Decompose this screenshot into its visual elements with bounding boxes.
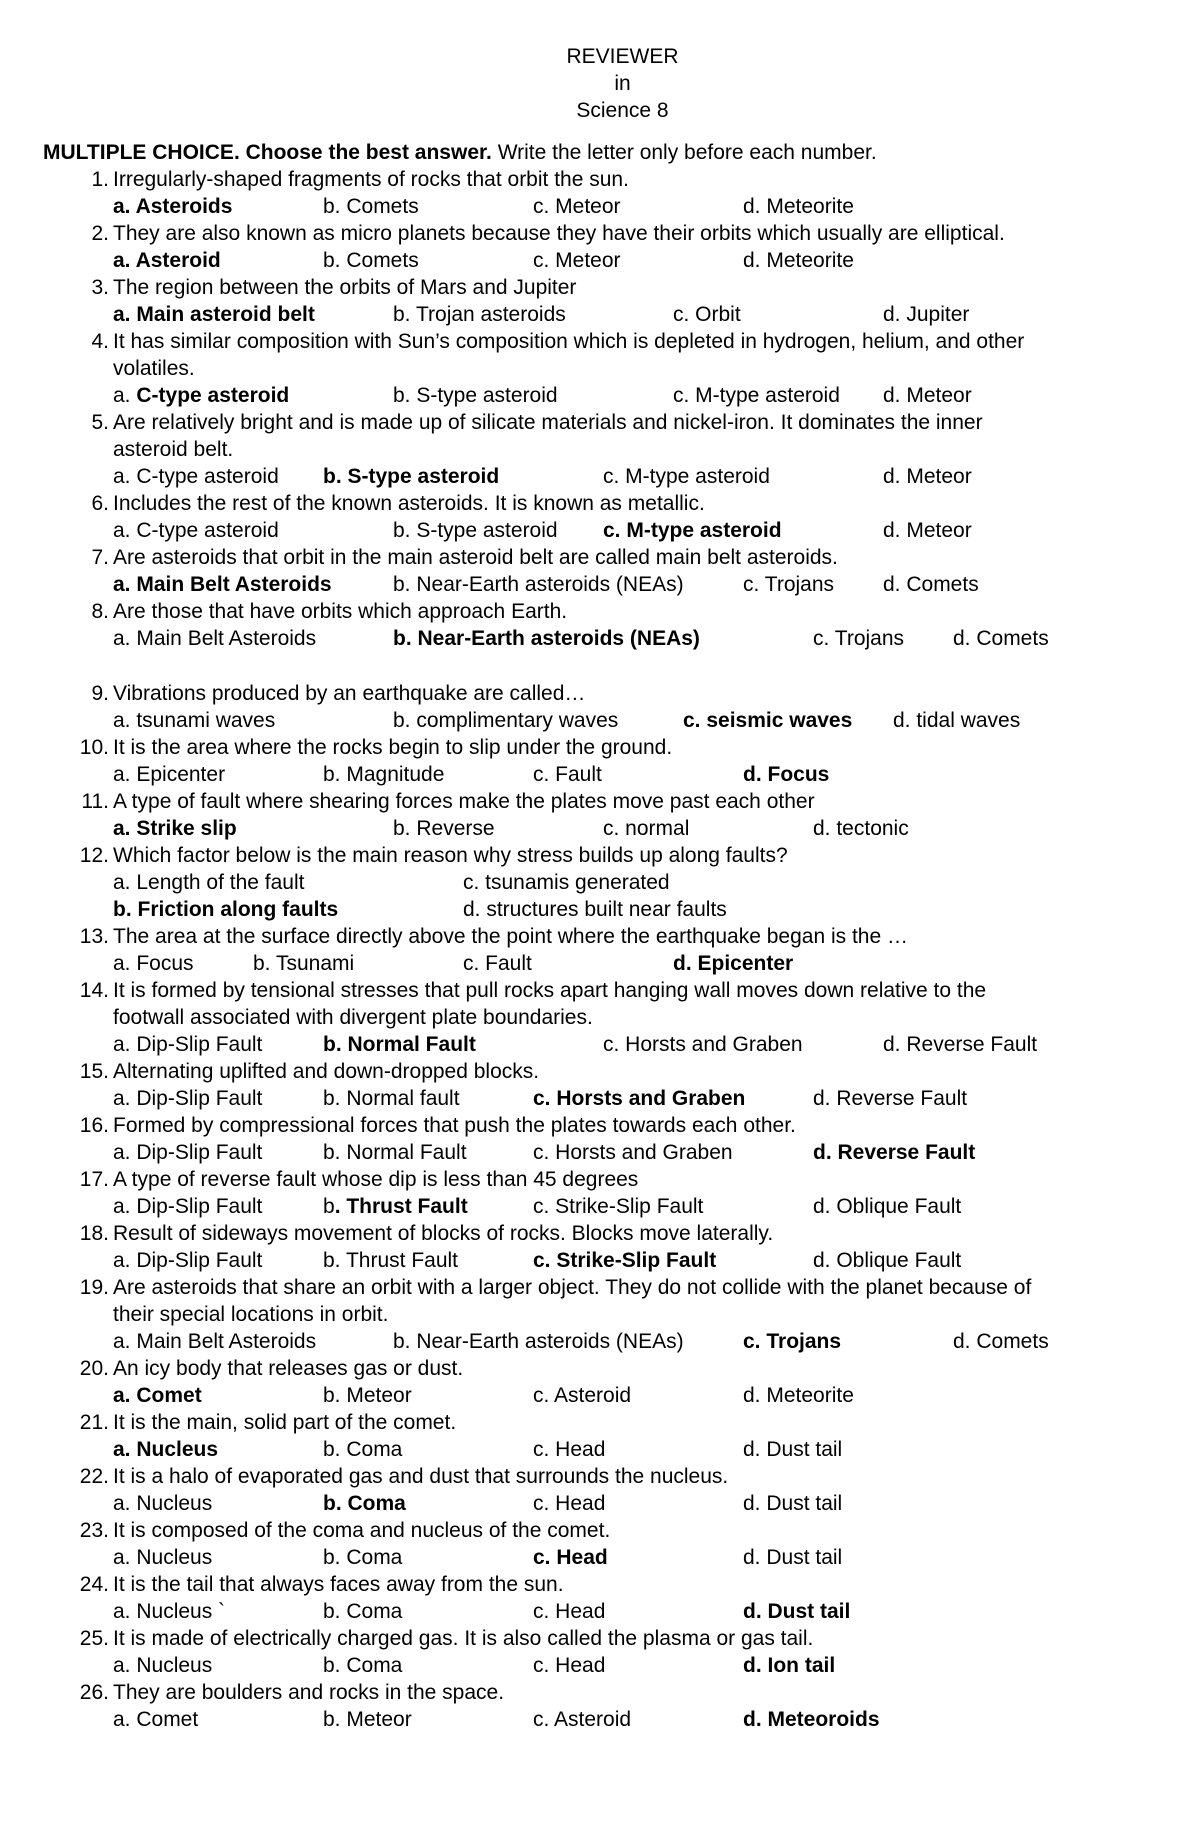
choice-option: a. Focus [113, 952, 194, 975]
question-line: Are asteroids that orbit in the main asteroid belt are called main belt asteroids. [113, 546, 838, 569]
choice-option: c. Head [533, 1654, 606, 1677]
choice-option: b. Coma [323, 1546, 403, 1569]
question-item [43, 1625, 1170, 1679]
choice-option: d. Meteor [883, 519, 972, 542]
choices-row [43, 1706, 1170, 1733]
question-line: The area at the surface directly above the point where the earthquake began is the … [113, 925, 908, 948]
question-text [43, 1112, 1170, 1139]
choice-option: a. Dip-Slip Fault [113, 1195, 263, 1218]
question-item [43, 1166, 1170, 1220]
question-line: The region between the orbits of Mars and Jupiter [113, 276, 577, 299]
title-line-1: REVIEWER [566, 45, 679, 68]
question-number: 7. [91, 546, 109, 569]
choice-correct: a. Strike slip [113, 817, 237, 840]
choice-correct: a. Nucleus [113, 1438, 219, 1461]
question-item [43, 328, 1170, 409]
choice-option: b. Thrust Fault [323, 1195, 468, 1218]
choice-option: a. Nucleus [113, 1654, 213, 1677]
question-text [43, 1409, 1170, 1436]
question-number: 11. [81, 790, 109, 813]
choices-row [43, 301, 1170, 328]
choice-correct: a. Comet [113, 1384, 202, 1407]
choice-correct: c. Strike-Slip Fault [533, 1249, 717, 1272]
choice-option: b. Thrust Fault [323, 1249, 459, 1272]
question-item [43, 544, 1170, 598]
question-number: 3. [91, 276, 109, 299]
choice-option: c. Trojans [813, 627, 905, 650]
question-number: 23. [79, 1519, 109, 1542]
choice-option: a. Dip-Slip Fault [113, 1141, 263, 1164]
choice-option: a. Main Belt Asteroids [113, 1330, 317, 1353]
question-item [43, 1517, 1170, 1571]
title-line-3: Science 8 [576, 99, 669, 122]
question-item [43, 409, 1170, 490]
question-text [43, 220, 1170, 247]
question-line: Are relatively bright and is made up of silicate materials and nickel-iron. It dominates the inner [113, 411, 983, 434]
choice-option: d. Meteorite [743, 1384, 854, 1407]
question-text [43, 544, 1170, 571]
choice-option: a. Epicenter [113, 763, 226, 786]
choice-correct: a. Asteroids [113, 195, 233, 218]
question-number: 16. [79, 1114, 109, 1137]
choice-option: d. tectonic [813, 817, 909, 840]
choices-row [43, 1085, 1170, 1112]
question-number: 9. [91, 682, 109, 705]
choice-option: c. Horsts and Graben [603, 1033, 803, 1056]
question-text [43, 842, 1170, 869]
question-line: It is composed of the coma and nucleus of the comet. [113, 1519, 611, 1542]
question-number: 26. [79, 1681, 109, 1704]
question-line: Vibrations produced by an earthquake are called… [113, 682, 586, 705]
choice-option: c. Head [533, 1438, 606, 1461]
choice-option: b. complimentary waves [393, 709, 619, 732]
question-line: It is the tail that always faces away from the sun. [113, 1573, 564, 1596]
choice-option: d. Meteor [883, 384, 972, 407]
choice-correct: b. S-type asteroid [323, 465, 500, 488]
section-gap [43, 652, 1170, 680]
choices-row [43, 1031, 1170, 1058]
choices-row [43, 571, 1170, 598]
choice-correct: c. Horsts and Graben [533, 1087, 746, 1110]
choice-correct: a. Main Belt Asteroids [113, 573, 332, 596]
question-text [43, 788, 1170, 815]
choices-row [43, 1247, 1170, 1274]
question-item [43, 1355, 1170, 1409]
choice-option: c. normal [603, 817, 690, 840]
choice-correct: c. seismic waves [683, 709, 853, 732]
question-line: It is the main, solid part of the comet. [113, 1411, 457, 1434]
question-text [43, 328, 1170, 355]
question-number: 4. [91, 330, 109, 353]
question-list [43, 166, 1170, 1733]
choice-option: b. Tsunami [253, 952, 355, 975]
choices-row [43, 1382, 1170, 1409]
choice-option: c. Head [533, 1600, 606, 1623]
question-text [43, 1004, 1170, 1031]
choices-row [43, 1652, 1170, 1679]
choices-row [43, 1193, 1170, 1220]
choice-correct: d. Ion tail [743, 1654, 836, 1677]
choice-option: d. Comets [883, 573, 979, 596]
question-item [43, 166, 1170, 220]
question-line: A type of reverse fault whose dip is less than 45 degrees [113, 1168, 639, 1191]
question-number: 18. [79, 1222, 109, 1245]
choice-option: c. Fault [463, 952, 532, 975]
choice-option: c. M-type asteroid [673, 384, 840, 407]
question-line: Result of sideways movement of blocks of rocks. Blocks move laterally. [113, 1222, 774, 1245]
question-text [43, 1301, 1170, 1328]
question-line: A type of fault where shearing forces make the plates move past each other [113, 790, 815, 813]
choice-option: b. Normal fault [323, 1087, 460, 1110]
choice-option: c. Trojans [743, 573, 835, 596]
choices-row [43, 247, 1170, 274]
question-text [43, 409, 1170, 436]
question-item [43, 274, 1170, 328]
question-number: 2. [91, 222, 109, 245]
choice-option: a. Nucleus ` [113, 1600, 226, 1623]
question-line: Are those that have orbits which approach Earth. [113, 600, 568, 623]
question-number: 19. [79, 1276, 109, 1299]
question-text [43, 1274, 1170, 1301]
question-item [43, 977, 1170, 1058]
question-item [43, 680, 1170, 734]
question-text [43, 436, 1170, 463]
choice-option: c. Orbit [673, 303, 741, 326]
choice-option: a. C-type asteroid [113, 384, 290, 407]
choice-option: c. Head [533, 1492, 606, 1515]
question-line: Which factor below is the main reason why stress builds up along faults? [113, 844, 788, 867]
question-text [43, 274, 1170, 301]
choice-correct: b. Normal Fault [323, 1033, 476, 1056]
choice-option: c. Asteroid [533, 1384, 632, 1407]
question-line: It is made of electrically charged gas. It is also called the plasma or gas tail. [113, 1627, 814, 1650]
choice-option: b. Comets [323, 195, 419, 218]
question-item [43, 788, 1170, 842]
choice-correct: d. Focus [743, 763, 830, 786]
question-number: 15. [79, 1060, 109, 1083]
choice-option: b. Trojan asteroids [393, 303, 566, 326]
question-line: An icy body that releases gas or dust. [113, 1357, 464, 1380]
choices-row [43, 950, 1170, 977]
choice-correct: b. Near-Earth asteroids (NEAs) [393, 627, 700, 650]
choice-option: b. Comets [323, 249, 419, 272]
choice-option: d. Dust tail [743, 1492, 843, 1515]
choice-correct: d. Meteoroids [743, 1708, 880, 1731]
instructions-bold: MULTIPLE CHOICE. Choose the best answer. [43, 141, 492, 164]
choice-option: a. tsunami waves [113, 709, 276, 732]
choice-option: b. Meteor [323, 1384, 412, 1407]
choice-option: d. Comets [953, 1330, 1049, 1353]
question-text [43, 355, 1170, 382]
choice-option: c. Asteroid [533, 1708, 632, 1731]
question-text [43, 734, 1170, 761]
question-number: 6. [91, 492, 109, 515]
choice-correct: c. M-type asteroid [603, 519, 782, 542]
question-text [43, 977, 1170, 1004]
choice-correct: c. Head [533, 1546, 608, 1569]
choice-correct: c. Trojans [743, 1330, 842, 1353]
question-text [43, 1220, 1170, 1247]
question-line: Irregularly-shaped fragments of rocks that orbit the sun. [113, 168, 629, 191]
choice-option: d. Dust tail [743, 1546, 843, 1569]
choices-row [43, 1436, 1170, 1463]
question-number: 21. [79, 1411, 109, 1434]
question-text [43, 1571, 1170, 1598]
choice-option: d. Meteorite [743, 249, 854, 272]
question-line: Alternating uplifted and down-dropped blocks. [113, 1060, 540, 1083]
question-number: 22. [79, 1465, 109, 1488]
question-text [43, 490, 1170, 517]
question-text [43, 923, 1170, 950]
choice-option: d. Oblique Fault [813, 1249, 962, 1272]
choice-option: c. Meteor [533, 195, 621, 218]
choice-option: c. M-type asteroid [603, 465, 770, 488]
question-line: volatiles. [113, 357, 195, 380]
question-number: 12. [79, 844, 109, 867]
choice-option: b. S-type asteroid [393, 384, 558, 407]
choices-row [43, 1598, 1170, 1625]
choices-row [43, 815, 1170, 842]
question-number: 5. [91, 411, 109, 434]
choice-option: c. Meteor [533, 249, 621, 272]
choice-correct: d. Reverse Fault [813, 1141, 976, 1164]
question-line: They are boulders and rocks in the space. [113, 1681, 505, 1704]
question-number: 10. [79, 736, 109, 759]
choice-option: c. Horsts and Graben [533, 1141, 733, 1164]
question-item [43, 490, 1170, 544]
choice-option: c. Fault [533, 763, 602, 786]
question-item [43, 1274, 1170, 1355]
choice-option: b. Reverse [393, 817, 495, 840]
choice-option: b. Magnitude [323, 763, 445, 786]
choice-option: b. Near-Earth asteroids (NEAs) [393, 573, 684, 596]
question-item [43, 1112, 1170, 1166]
choice-option: b. Coma [323, 1654, 403, 1677]
choice-option: a. Dip-Slip Fault [113, 1249, 263, 1272]
choice-option: d. tidal waves [893, 709, 1021, 732]
choice-option: a. Comet [113, 1708, 199, 1731]
question-line: It is a halo of evaporated gas and dust that surrounds the nucleus. [113, 1465, 729, 1488]
choice-correct: d. Dust tail [743, 1600, 851, 1623]
choice-option: c. Strike-Slip Fault [533, 1195, 704, 1218]
choice-option: b. S-type asteroid [393, 519, 558, 542]
choice-option: b. Near-Earth asteroids (NEAs) [393, 1330, 684, 1353]
choice-correct: b. Coma [323, 1492, 406, 1515]
choices-row [43, 869, 1170, 896]
choices-row [43, 1328, 1170, 1355]
question-line: It is the area where the rocks begin to slip under the ground. [113, 736, 673, 759]
choice-option: d. structures built near faults [463, 898, 727, 921]
question-item [43, 1679, 1170, 1733]
choice-option: a. C-type asteroid [113, 465, 279, 488]
choice-option: a. Dip-Slip Fault [113, 1033, 263, 1056]
question-text [43, 680, 1170, 707]
question-item [43, 1058, 1170, 1112]
choice-option: d. Reverse Fault [813, 1087, 968, 1110]
question-line: asteroid belt. [113, 438, 234, 461]
choice-option: d. Dust tail [743, 1438, 843, 1461]
question-text [43, 1355, 1170, 1382]
choices-row [43, 382, 1170, 409]
instructions-rest: Write the letter only before each number. [491, 141, 877, 164]
instructions [43, 139, 1170, 166]
choice-option: a. Main Belt Asteroids [113, 627, 317, 650]
choices-row [43, 1490, 1170, 1517]
question-item [43, 1409, 1170, 1463]
question-line: Includes the rest of the known asteroids. It is known as metallic. [113, 492, 705, 515]
question-item [43, 842, 1170, 923]
question-item [43, 1571, 1170, 1625]
choice-correct: a. Main asteroid belt [113, 303, 315, 326]
question-item [43, 598, 1170, 652]
question-item [43, 923, 1170, 977]
choice-correct: a. Asteroid [113, 249, 221, 272]
question-number: 17. [79, 1168, 109, 1191]
choice-option: c. tsunamis generated [463, 871, 670, 894]
choices-row [43, 896, 1170, 923]
choice-option: a. Nucleus [113, 1546, 213, 1569]
question-number: 8. [91, 600, 109, 623]
choice-option: d. Reverse Fault [883, 1033, 1038, 1056]
question-text [43, 1679, 1170, 1706]
title-line-2: in [614, 72, 631, 95]
choices-row [43, 625, 1170, 652]
question-number: 14. [79, 979, 109, 1002]
choice-correct-text: . Thrust Fault [334, 1195, 468, 1218]
question-text [43, 1058, 1170, 1085]
question-item [43, 1463, 1170, 1517]
choice-option: a. C-type asteroid [113, 519, 279, 542]
document-title [43, 43, 1170, 124]
question-item [43, 1220, 1170, 1274]
choice-option: d. Comets [953, 627, 1049, 650]
question-line: They are also known as micro planets because they have their orbits which usually are elliptical. [113, 222, 1005, 245]
question-text [43, 598, 1170, 625]
choice-correct: d. Epicenter [673, 952, 794, 975]
choice-option: b. Coma [323, 1438, 403, 1461]
question-line: footwall associated with divergent plate boundaries. [113, 1006, 593, 1029]
question-line: their special locations in orbit. [113, 1303, 389, 1326]
question-number: 20. [79, 1357, 109, 1380]
choice-option: b. Normal Fault [323, 1141, 467, 1164]
choice-option: d. Oblique Fault [813, 1195, 962, 1218]
choice-option: a. Nucleus [113, 1492, 213, 1515]
choice-correct: b. Friction along faults [113, 898, 339, 921]
choices-row [43, 1544, 1170, 1571]
question-number: 24. [79, 1573, 109, 1596]
choice-option: a. Dip-Slip Fault [113, 1087, 263, 1110]
question-item [43, 734, 1170, 788]
choice-option: d. Jupiter [883, 303, 970, 326]
question-line: It is formed by tensional stresses that pull rocks apart hanging wall moves down relative to the [113, 979, 987, 1002]
choices-row [43, 517, 1170, 544]
question-text [43, 1517, 1170, 1544]
choice-option: b. Meteor [323, 1708, 412, 1731]
question-line: It has similar composition with Sun’s composition which is depleted in hydrogen, helium, and other [113, 330, 1025, 353]
question-number: 1. [91, 168, 109, 191]
choices-row [43, 1139, 1170, 1166]
question-text [43, 166, 1170, 193]
choice-option: a. Length of the fault [113, 871, 305, 894]
question-item [43, 220, 1170, 274]
choices-row [43, 761, 1170, 788]
choice-option: d. Meteor [883, 465, 972, 488]
question-number: 25. [79, 1627, 109, 1650]
question-number: 13. [79, 925, 109, 948]
question-line: Are asteroids that share an orbit with a larger object. They do not collide with the planet because of [113, 1276, 1032, 1299]
choices-row [43, 463, 1170, 490]
choice-option: b. Coma [323, 1600, 403, 1623]
question-text [43, 1166, 1170, 1193]
choice-correct-text: C-type asteroid [136, 384, 290, 407]
question-text [43, 1463, 1170, 1490]
choice-option: d. Meteorite [743, 195, 854, 218]
question-text [43, 1625, 1170, 1652]
choices-row [43, 193, 1170, 220]
choices-row [43, 707, 1170, 734]
question-line: Formed by compressional forces that push the plates towards each other. [113, 1114, 796, 1137]
